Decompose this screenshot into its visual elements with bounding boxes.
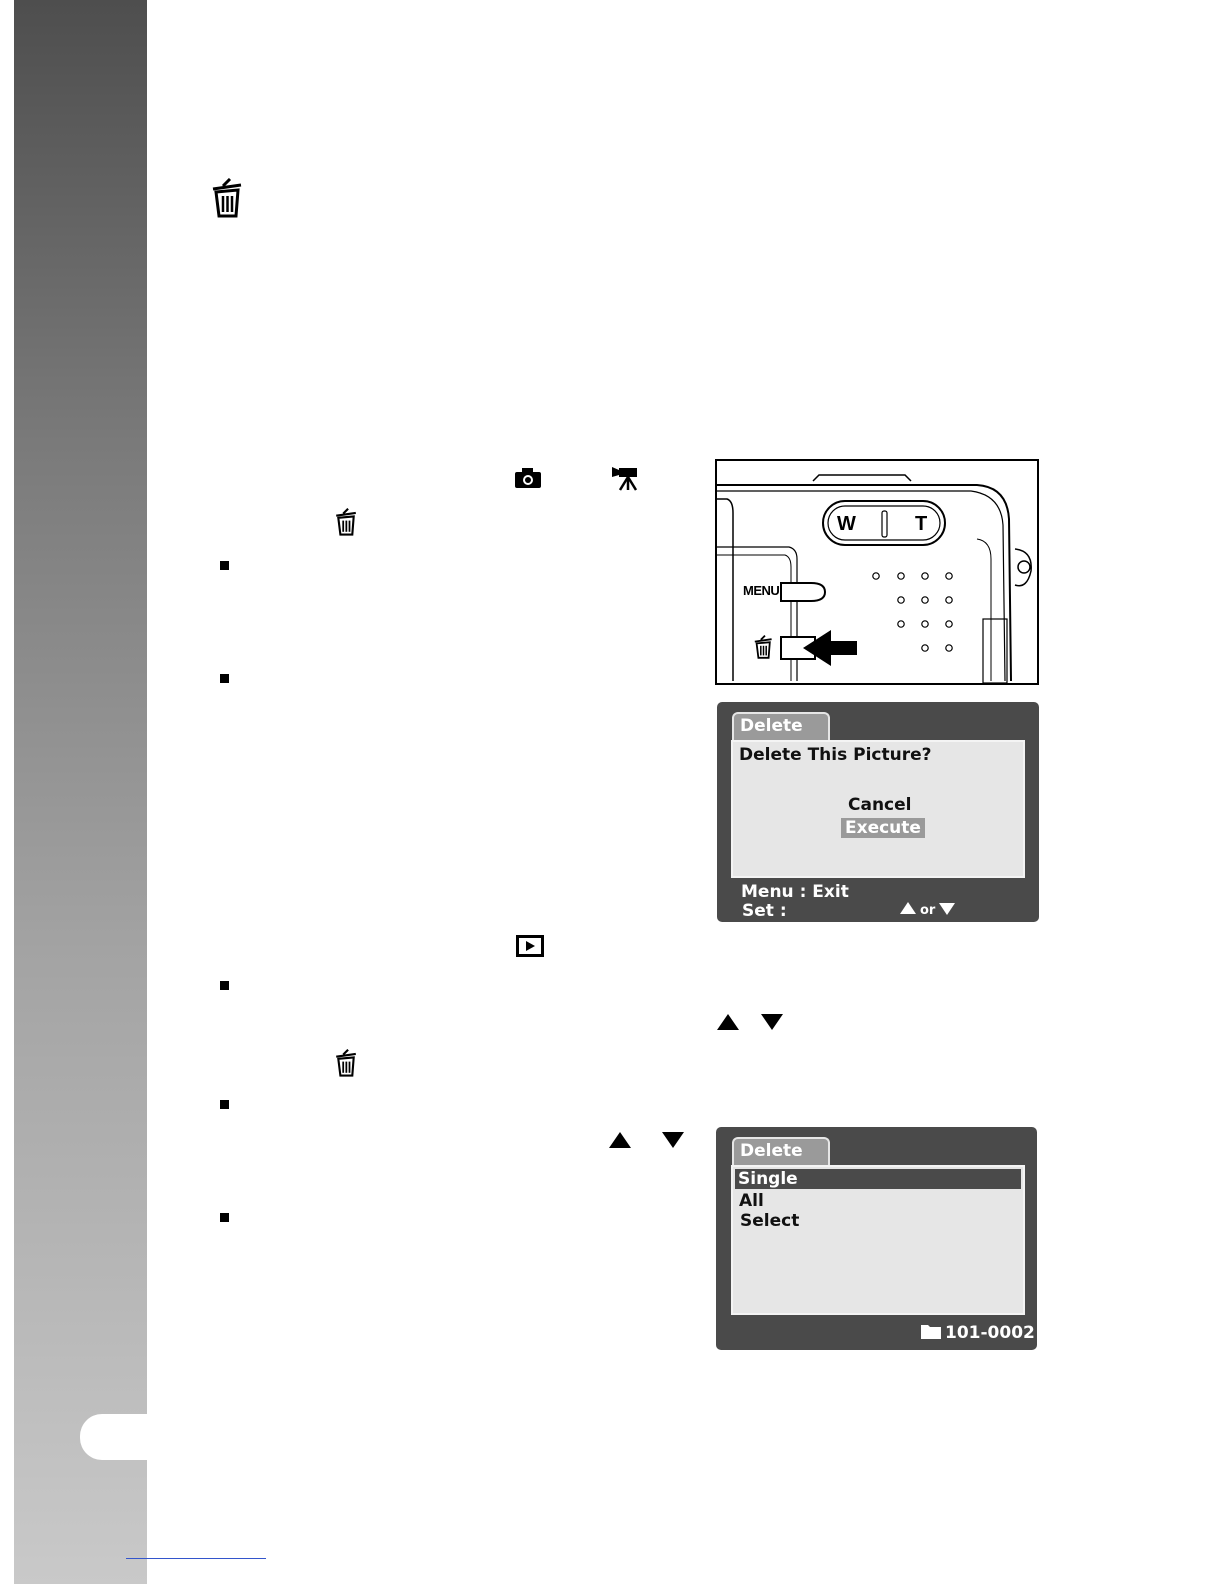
camera-icon	[514, 467, 542, 489]
down-triangle-icon	[938, 902, 956, 916]
footer-link-underline	[126, 1558, 266, 1559]
lcd-menu-body	[731, 1165, 1025, 1315]
bullet-marker	[220, 1213, 229, 1222]
sidebar-band	[14, 0, 147, 1584]
folder-icon	[920, 1322, 942, 1340]
lcd-tab-delete: Delete	[732, 712, 830, 742]
zoom-wide-label: W	[837, 513, 856, 535]
page-number-tab	[80, 1414, 147, 1460]
trash-icon	[210, 178, 244, 218]
delete-confirm-screen	[717, 702, 1039, 922]
option-single-selected[interactable]: Single	[735, 1169, 1021, 1189]
menu-button-label: MENU	[743, 583, 780, 598]
up-triangle-icon	[608, 1131, 632, 1149]
down-triangle-icon	[760, 1013, 784, 1031]
playback-icon	[516, 935, 544, 957]
zoom-tele-label: T	[915, 513, 928, 535]
folder-file-number: 101-0002	[945, 1323, 1035, 1343]
delete-question: Delete This Picture?	[739, 745, 932, 765]
option-all[interactable]: All	[739, 1191, 764, 1211]
movie-camera-icon	[611, 465, 641, 491]
up-triangle-icon	[899, 901, 917, 915]
bullet-marker	[220, 1100, 229, 1109]
footer-set: Set :	[742, 901, 787, 921]
up-triangle-icon	[716, 1013, 740, 1031]
footer-or: or	[920, 903, 936, 918]
bullet-marker	[220, 561, 229, 570]
lcd-tab-delete: Delete	[732, 1137, 830, 1167]
delete-menu-screen	[716, 1127, 1037, 1350]
footer-menu-exit: Menu : Exit	[741, 882, 849, 902]
down-triangle-icon	[661, 1131, 685, 1149]
bullet-marker	[220, 981, 229, 990]
option-cancel[interactable]: Cancel	[848, 795, 912, 815]
bullet-marker	[220, 674, 229, 683]
trash-icon	[334, 508, 358, 536]
option-select[interactable]: Select	[740, 1211, 800, 1231]
option-execute-selected[interactable]: Execute	[841, 818, 925, 838]
trash-icon	[334, 1049, 358, 1077]
lcd-dialog-body	[731, 740, 1025, 878]
camera-back-illustration	[715, 459, 1039, 685]
